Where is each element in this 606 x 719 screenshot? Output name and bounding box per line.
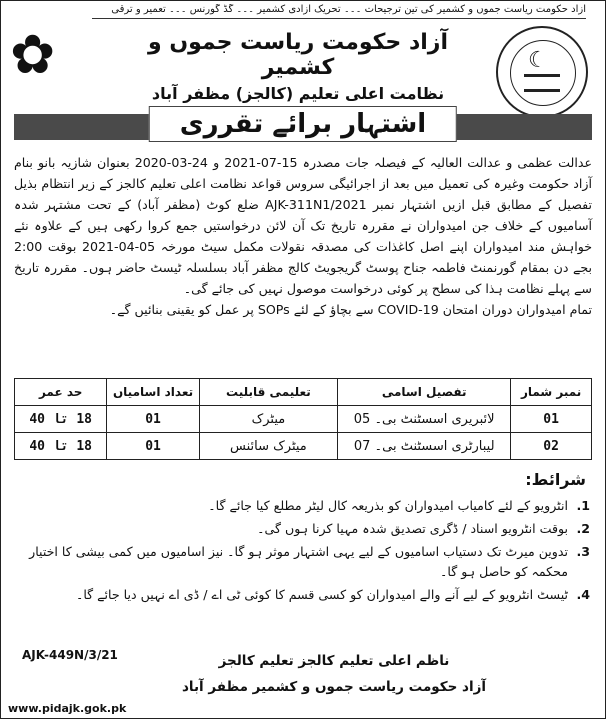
body-paragraph-1: عدالت عظمی و عدالت العالیہ کے فیصلہ جات مصدرہ 15-07-2021 و 24-03-2020 بعنوان شازیہ بانو بنام آزاد حکومت وغیرہ کی تعمیل میں بعد از اجرائیگی سروس قواعد نظامت اعلی تعلیم کالجز کے زیر انتظام بذیل تفصیل کے مطابق قبل ازیں اشتہار نمبر AJK-311N1/2021 ضلع کوٹ (مظفر آباد) کے تحت مشتہر شدہ آسامیوں کے خلاف جن امیدواران نے مقررہ تاریخ تک آن لائن درخواستیں جمع کروا رکھی ہیں کے علاوہ نئے خواہش مند امیدواران اپنے اصل کاغذات کی مصدقہ نقولات مکمل سیٹ مورخہ 05-04-2021 بوقت 2:00 بجے دن بمقام گورنمنٹ فاطمہ جناح پوسٹ گریجویٹ کالج مظفر آباد بسلسلہ ٹیسٹ حاضر ہوں۔ مقررہ تاریخ سے پہلے نظامت ہذا کی سطح پر کوئی درخواست موصول نہیں کی جائے گی۔ xyxy=(14,155,592,296)
slogan-bar xyxy=(92,4,586,19)
column-header: تعداد اسامیاں xyxy=(107,379,199,406)
list-item: 2. بوقت انٹرویو اسناد / ڈگری تصدیق شدہ مہیا کرنا ہوں گی۔ xyxy=(257,521,590,536)
table-cell: لائبریری اسسٹنٹ بی۔ 05 xyxy=(338,406,511,433)
page-title: اشتہار برائے تقرری xyxy=(149,106,457,142)
table-row xyxy=(15,433,592,460)
table-header-row xyxy=(15,379,592,406)
header-line2: نظامت اعلی تعلیم (کالجز) مظفر آباد xyxy=(151,84,445,103)
column-header: نمبر شمار xyxy=(511,379,592,406)
advertisement-body xyxy=(14,152,592,320)
header-line1: آزاد حکومت ریاست جموں و کشمیر xyxy=(148,30,448,80)
maple-leaf-icon: ✿ xyxy=(10,23,56,86)
conditions-list xyxy=(14,496,592,608)
ajk-emblem-icon: ☾ xyxy=(496,26,588,118)
table-cell: میٹرک xyxy=(199,406,337,433)
column-header: حد عمر xyxy=(15,379,107,406)
header xyxy=(110,30,486,103)
table-cell: 18 تا 40 xyxy=(15,406,107,433)
posts-table xyxy=(14,378,592,460)
list-item: 3. تدوین میرٹ تک دستیاب اسامیوں کے لیے یہی اشتہار موثر ہو گا۔ نیز اسامیوں میں کمی بیشی کا اختیار محکمہ کو حاصل ہو گا۔ xyxy=(29,544,590,579)
list-item: 4. ٹیسٹ انٹرویو کے لیے آنے والے امیدواران کو کسی قسم کا کوئی ٹی اے / ڈی اے نہیں دیا جائے گا۔ xyxy=(75,587,590,602)
list-item: 1. انٹرویو کے لئے کامیاب امیدواران کو بذریعہ کال لیٹر مطلع کیا جائے گا۔ xyxy=(208,498,590,513)
table-cell: میٹرک سائنس xyxy=(199,433,337,460)
footer-url: www.pidajk.gok.pk xyxy=(8,702,127,715)
table-cell: 01 xyxy=(511,406,592,433)
reference-number: AJK-449N/3/21 xyxy=(22,648,118,662)
table-cell: 01 xyxy=(107,406,199,433)
column-header: تفصیل اسامی xyxy=(338,379,511,406)
table-cell: 18 تا 40 xyxy=(15,433,107,460)
table-cell: 02 xyxy=(511,433,592,460)
signature-line2: آزاد حکومت ریاست جموں و کشمیر مظفر آباد xyxy=(181,679,486,695)
slogan-text: آزاد حکومت ریاست جموں و کشمیر کی تین ترجیحات ۔۔۔ تحریک آزادی کشمیر ۔۔۔ گڈ گورنس ۔۔۔ تعمیر و ترقی xyxy=(111,4,586,15)
signature-block xyxy=(182,648,486,700)
body-paragraph-2: تمام امیدواران دوران امتحان COVID-19 سے بچاؤ کے لئے SOPs پر عمل کو یقینی بنائیں گے۔ xyxy=(109,302,592,317)
table-cell: 01 xyxy=(107,433,199,460)
signature-line1: ناظم اعلی تعلیم کالجز تعلیم کالجز xyxy=(218,653,450,669)
conditions-title: شرائط: xyxy=(525,470,586,489)
table-cell: لیبارٹری اسسٹنٹ بی۔ 07 xyxy=(338,433,511,460)
column-header: تعلیمی قابلیت xyxy=(199,379,337,406)
table-row xyxy=(15,406,592,433)
